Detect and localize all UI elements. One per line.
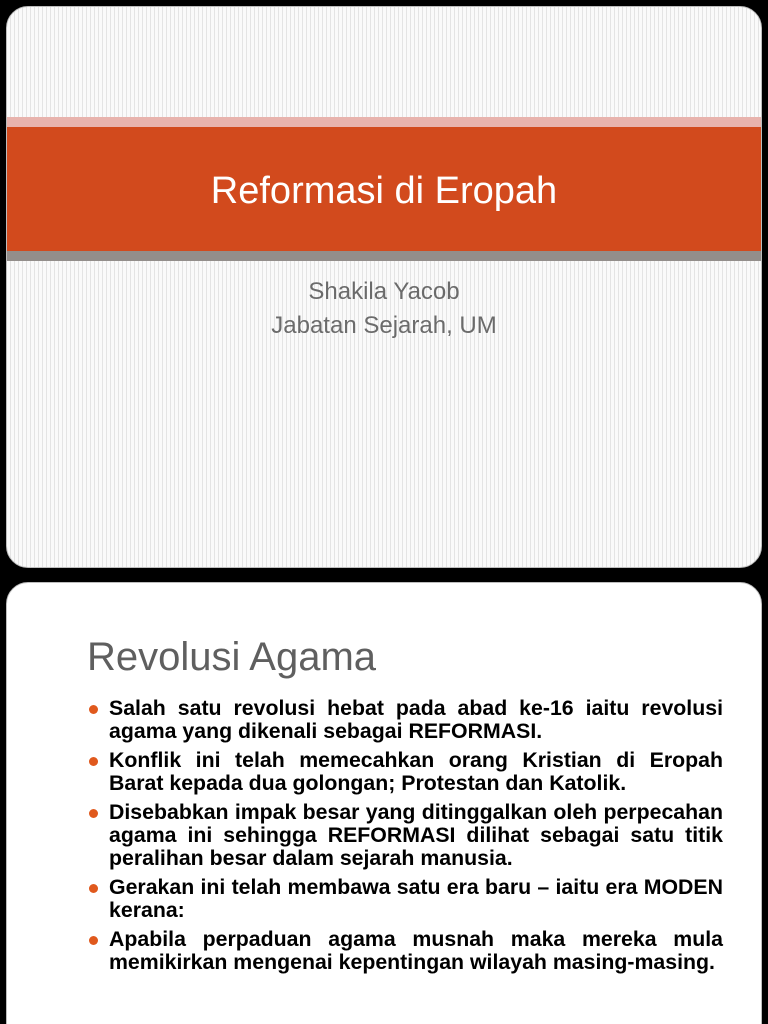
slide-2 [6, 582, 762, 1024]
bullet-dot-icon [89, 757, 98, 766]
list-item [87, 749, 723, 795]
bullet-dot-icon [89, 705, 98, 714]
list-item [87, 876, 723, 922]
bullet-dot-icon [89, 936, 98, 945]
bullet-dot-icon [89, 884, 98, 893]
slide-1 [6, 6, 762, 568]
subtitle-affiliation: Jabatan Sejarah, UM [271, 312, 497, 339]
slide-title: Reformasi di Eropah [210, 169, 558, 212]
bullet-text: Salah satu revolusi hebat pada abad ke-16 iaitu revolusi agama yang dikenali sebagai REFORMASI. [109, 696, 723, 743]
title-band-bottom [7, 251, 761, 261]
list-item [87, 801, 723, 870]
bullet-text: Konflik ini telah memecahkan orang Kristian di Eropah Barat kepada dua golongan; Protestan dan Katolik. [109, 748, 723, 795]
slide-subtitle [7, 275, 761, 343]
bullet-text: Apabila perpaduan agama musnah maka mereka mula memikirkan mengenai kepentingan wilayah masing-masing. [109, 927, 723, 974]
title-bar [7, 127, 761, 251]
list-item [87, 697, 723, 743]
list-item [87, 928, 723, 974]
bullet-list [87, 697, 723, 980]
bullet-text: Disebabkan impak besar yang ditinggalkan oleh perpecahan agama ini sehingga REFORMASI dilihat sebagai satu titik peralihan besar dalam sejarah manusia. [109, 800, 723, 870]
bullet-dot-icon [89, 809, 98, 818]
bullet-text: Gerakan ini telah membawa satu era baru – iaitu era MODEN kerana: [109, 875, 723, 922]
slide-heading: Revolusi Agama [87, 635, 377, 679]
subtitle-author: Shakila Yacob [308, 278, 460, 305]
title-band-top [7, 117, 761, 127]
